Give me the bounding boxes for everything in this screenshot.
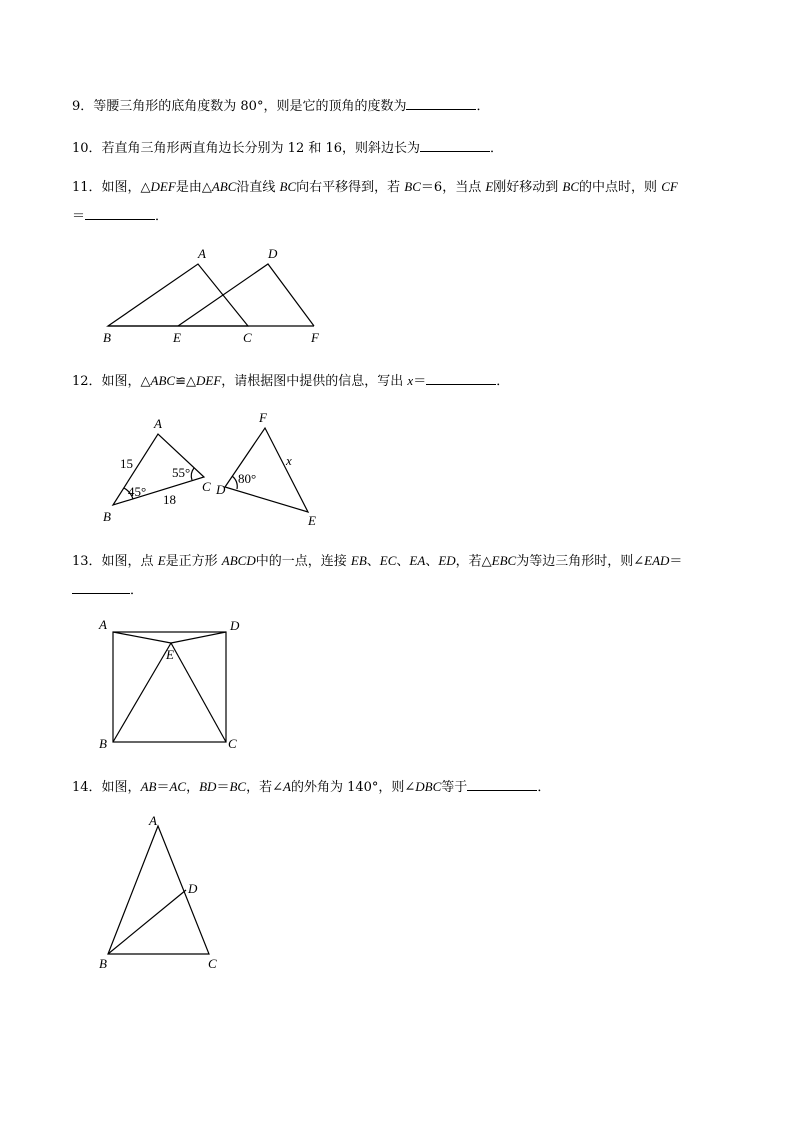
side-bc-length: 18 <box>163 492 176 507</box>
angle-b-value: 45° <box>128 484 147 499</box>
label-e: E <box>173 330 181 345</box>
label-b: B <box>103 330 111 345</box>
question-10: 10．若直角三角形两直角边长分别为 12 和 16，则斜边长为 ． <box>72 137 503 159</box>
label-d: D <box>268 246 278 261</box>
question-number: 10． <box>72 141 102 156</box>
label-d: D <box>216 482 226 497</box>
label-a: A <box>198 246 206 261</box>
question-text: 等腰三角形的底角度数为 80°，则是它的顶角的度数为 <box>93 99 407 114</box>
label-c: C <box>208 956 217 971</box>
question-13-line2: ． <box>72 579 143 601</box>
question-number: 9． <box>72 99 94 114</box>
label-c: C <box>202 479 211 494</box>
label-b: B <box>103 509 111 524</box>
question-number: 11． <box>72 180 102 195</box>
question-13: 13．如图，点 E是正方形 ABCD中的一点，连接 EB、EC、EA、ED，若△EBC为等边三角形时，则∠EAD＝ <box>72 553 683 569</box>
label-d: D <box>230 618 240 633</box>
side-ab-length: 15 <box>120 456 133 471</box>
angle-d-value: 80° <box>238 471 257 486</box>
label-a: A <box>99 617 107 632</box>
label-a: A <box>154 416 162 431</box>
question-12: 12．如图，△ABC≌△DEF，请根据图中提供的信息，写出 x＝ ． <box>72 370 509 392</box>
label-a: A <box>149 813 157 828</box>
question-number: 13． <box>72 554 102 569</box>
label-d: D <box>188 881 198 896</box>
label-f: F <box>259 410 267 425</box>
question-14: 14．如图，AB＝AC，BD＝BC，若∠A的外角为 140°，则∠DBC等于 ． <box>72 776 550 798</box>
label-c: C <box>243 330 252 345</box>
side-x-label: x <box>286 453 292 468</box>
question-text: 若直角三角形两直角边长分别为 12 和 16，则斜边长为 <box>101 141 421 156</box>
label-e: E <box>166 647 174 662</box>
label-b: B <box>99 736 107 751</box>
question-11-line2: ＝ ． <box>72 205 168 227</box>
label-e: E <box>308 513 316 528</box>
question-11: 11．如图，△DEF是由△ABC沿直线 BC向右平移得到，若 BC＝6，当点 E刚好移动到 BC的中点时，则 CF <box>72 179 678 195</box>
question-number: 12． <box>72 374 102 389</box>
question-9: 9．等腰三角形的底角度数为 80°，则是它的顶角的度数为 ． <box>72 95 489 117</box>
label-f: F <box>311 330 319 345</box>
segment-bd <box>108 890 186 954</box>
label-c: C <box>228 736 237 751</box>
angle-c-value: 55° <box>172 465 191 480</box>
label-b: B <box>99 956 107 971</box>
question-number: 14． <box>72 780 102 795</box>
